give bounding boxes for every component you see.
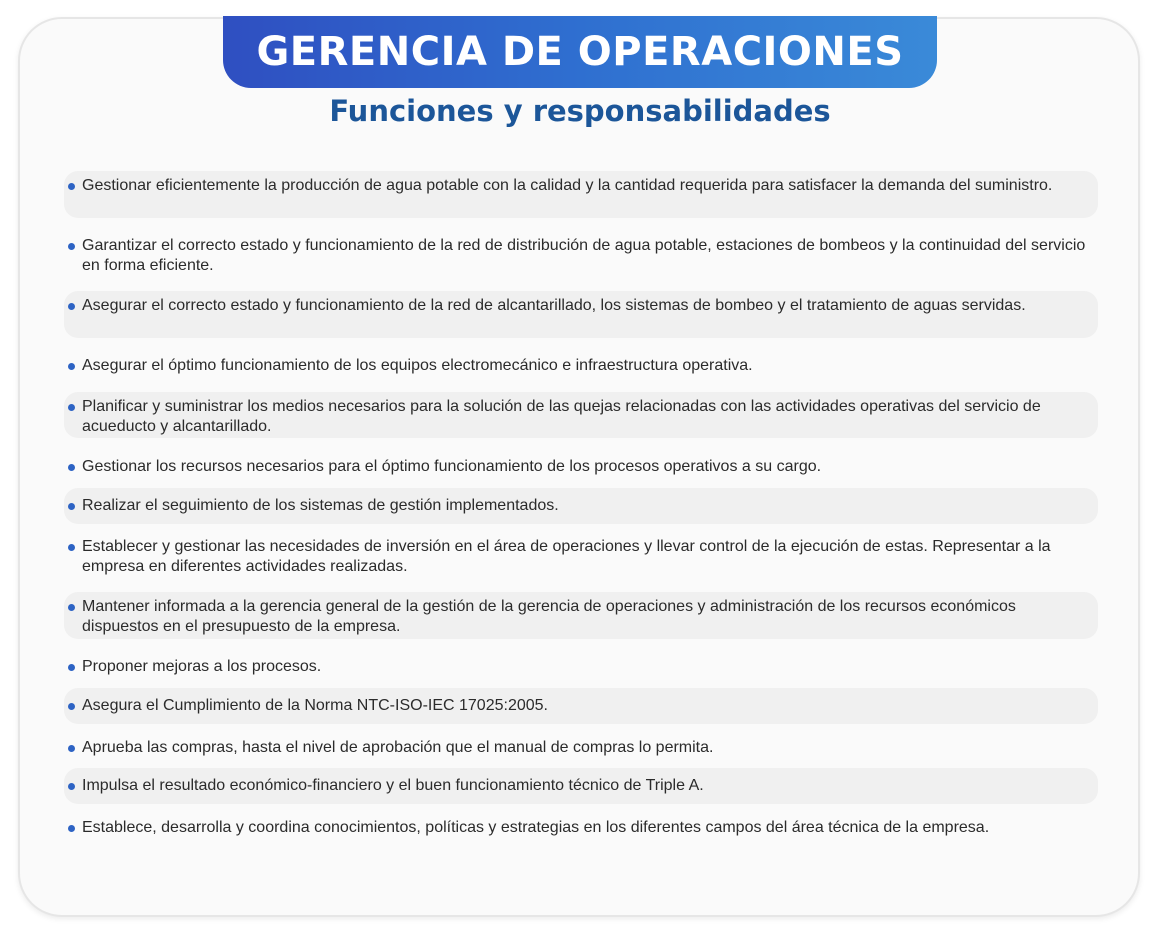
list-item-text: Aprueba las compras, hasta el nivel de aprobación que el manual de compras lo permita. xyxy=(82,739,714,756)
list-item-text: Realizar el seguimiento de los sistemas de gestión implementados. xyxy=(82,497,559,514)
list-item xyxy=(64,392,1098,438)
bullet-icon xyxy=(68,363,75,370)
list-item xyxy=(64,351,1098,381)
bullet-icon xyxy=(68,604,75,611)
list-item-text: Establece, desarrolla y coordina conocimientos, políticas y estrategias en los diferentes campos del área técnica de la empresa. xyxy=(82,819,990,836)
list-item xyxy=(64,652,1098,682)
bullet-icon xyxy=(68,664,75,671)
bullet-icon xyxy=(68,544,75,551)
page-subtitle: Funciones y responsabilidades xyxy=(329,94,831,128)
bullet-icon xyxy=(68,404,75,411)
bullet-icon xyxy=(68,464,75,471)
list-item xyxy=(64,291,1098,338)
list-item-text: Mantener informada a la gerencia general de la gestión de la gerencia de operaciones y administración de los recursos económicos dispuestos en el presupuesto de la empresa. xyxy=(82,598,1016,635)
list-item xyxy=(64,231,1098,278)
bullet-icon xyxy=(68,783,75,790)
list-item xyxy=(64,171,1098,218)
list-item-text: Planificar y suministrar los medios necesarios para la solución de las quejas relacionadas con las actividades operativas del servicio de acueducto y alcantarillado. xyxy=(82,398,1041,435)
bullet-icon xyxy=(68,503,75,510)
bullet-icon xyxy=(68,243,75,250)
list-item xyxy=(64,768,1098,804)
list-item-text: Asegurar el correcto estado y funcionamiento de la red de alcantarillado, los sistemas de bombeo y el tratamiento de aguas servidas. xyxy=(82,297,1026,314)
list-item xyxy=(64,733,1098,763)
list-item-text: Gestionar los recursos necesarios para el óptimo funcionamiento de los procesos operativos a su cargo. xyxy=(82,458,822,475)
list-item-text: Asegura el Cumplimiento de la Norma NTC-ISO-IEC 17025:2005. xyxy=(82,697,548,714)
bullet-icon xyxy=(68,183,75,190)
bullet-icon xyxy=(68,745,75,752)
list-item-text: Impulsa el resultado económico-financiero y el buen funcionamiento técnico de Triple A. xyxy=(82,777,704,794)
list-item xyxy=(64,452,1098,482)
bullet-icon xyxy=(68,703,75,710)
list-item xyxy=(64,813,1098,860)
list-item xyxy=(64,592,1098,639)
list-item-text: Establecer y gestionar las necesidades de inversión en el área de operaciones y llevar control de la ejecución de estas. Representar a la empresa en diferentes actividades realizadas. xyxy=(82,538,1051,575)
bullet-icon xyxy=(68,825,75,832)
list-item-text: Gestionar eficientemente la producción de agua potable con la calidad y la cantidad requerida para satisfacer la demanda del suministro. xyxy=(82,177,1053,194)
bullet-icon xyxy=(68,303,75,310)
page-title: GERENCIA DE OPERACIONES xyxy=(256,29,904,75)
list-item-text: Proponer mejoras a los procesos. xyxy=(82,658,322,675)
list-item xyxy=(64,488,1098,524)
list-item-text: Garantizar el correcto estado y funcionamiento de la red de distribución de agua potable, estaciones de bombeos y la continuidad del servicio en forma eficiente. xyxy=(82,237,1086,274)
list-item xyxy=(64,532,1098,579)
list-item-text: Asegurar el óptimo funcionamiento de los equipos electromecánico e infraestructura operativa. xyxy=(82,357,753,374)
list-item xyxy=(64,688,1098,724)
